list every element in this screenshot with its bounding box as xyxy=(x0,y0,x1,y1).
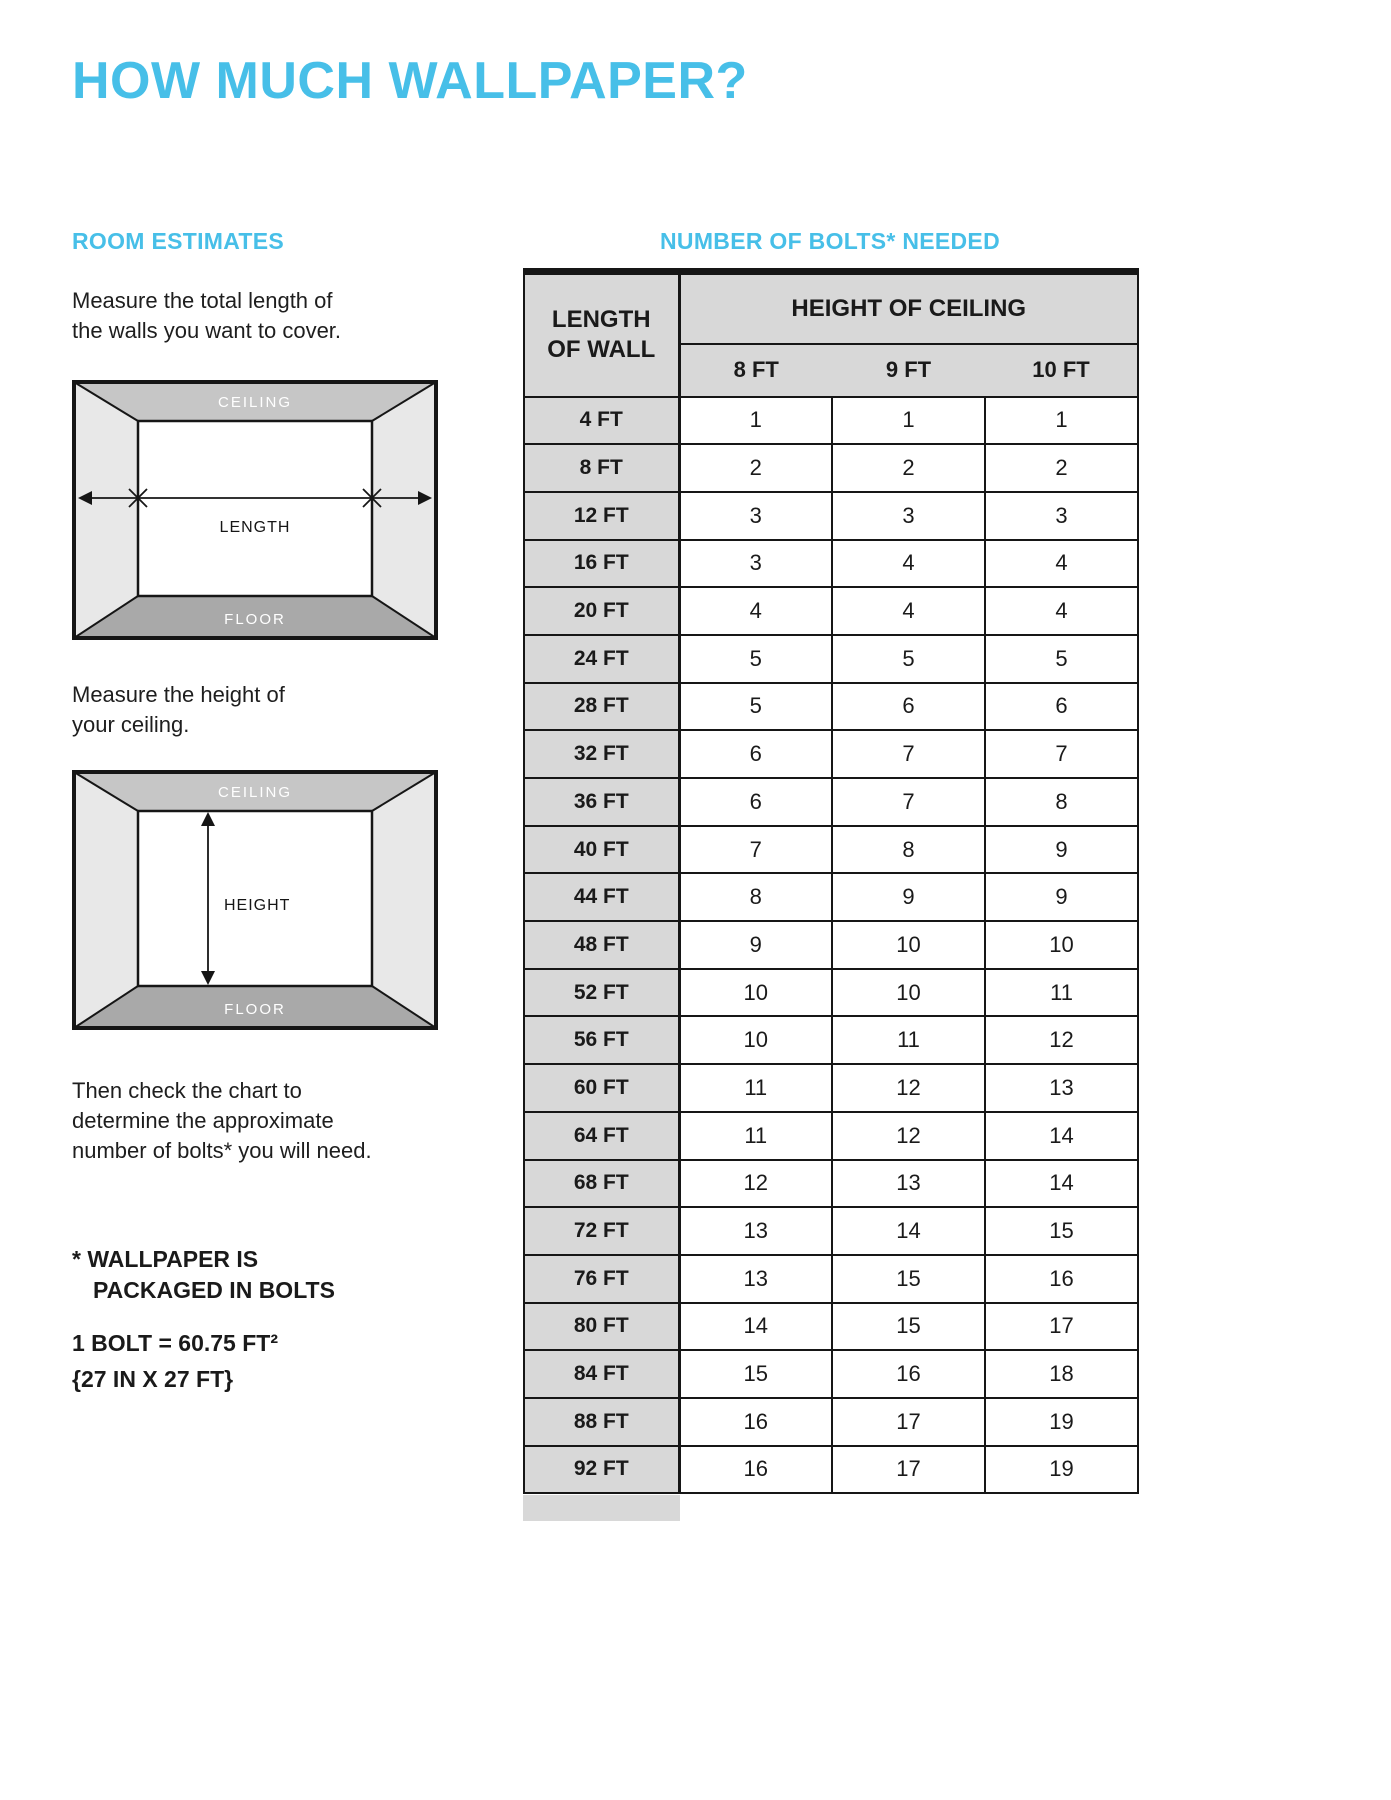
wall-length-cell: 68 FT xyxy=(524,1160,679,1208)
bolt-count-cell: 6 xyxy=(679,730,832,778)
table-row xyxy=(524,587,1138,635)
room-length-diagram xyxy=(72,380,438,640)
col-header-8ft: 8 FT xyxy=(679,344,832,397)
wall-length-cell: 52 FT xyxy=(524,969,679,1017)
bolt-count-cell: 1 xyxy=(985,397,1138,445)
bolt-count-cell: 10 xyxy=(679,1016,832,1064)
back-wall xyxy=(138,421,372,596)
bolt-count-cell: 6 xyxy=(679,778,832,826)
bolts-table xyxy=(523,268,1139,1494)
bolt-count-cell: 6 xyxy=(985,683,1138,731)
check-chart-instruction xyxy=(72,1076,372,1166)
bolt-dimensions: {27 IN X 27 FT} xyxy=(72,1366,234,1392)
bolts-table-body xyxy=(524,397,1138,1494)
floor-label: FLOOR xyxy=(224,1001,286,1018)
bolt-count-cell: 5 xyxy=(679,635,832,683)
wall-length-cell: 8 FT xyxy=(524,444,679,492)
bolt-count-cell: 11 xyxy=(679,1064,832,1112)
instruction-line: the walls you want to cover. xyxy=(72,318,342,343)
table-row xyxy=(524,1446,1138,1494)
page-title: HOW MUCH WALLPAPER? xyxy=(72,52,748,110)
bolt-count-cell: 8 xyxy=(832,826,985,874)
wall-length-cell: 48 FT xyxy=(524,921,679,969)
bolt-count-cell: 3 xyxy=(832,492,985,540)
wall-length-cell: 72 FT xyxy=(524,1207,679,1255)
col-header-9ft: 9 FT xyxy=(832,344,985,397)
instruction-line: number of bolts* you will need. xyxy=(72,1138,372,1163)
bolt-count-cell: 11 xyxy=(832,1016,985,1064)
wall-length-cell: 20 FT xyxy=(524,587,679,635)
bolt-count-cell: 1 xyxy=(832,397,985,445)
bolt-count-cell: 12 xyxy=(832,1112,985,1160)
wall-length-cell: 36 FT xyxy=(524,778,679,826)
table-row xyxy=(524,444,1138,492)
bolt-count-cell: 16 xyxy=(985,1255,1138,1303)
height-label: HEIGHT xyxy=(224,897,291,914)
bolt-count-cell: 11 xyxy=(679,1112,832,1160)
bolt-count-cell: 7 xyxy=(985,730,1138,778)
instruction-line: Then check the chart to xyxy=(72,1078,302,1103)
bolt-count-cell: 9 xyxy=(985,826,1138,874)
bolts-footnote xyxy=(72,1244,335,1306)
bolt-count-cell: 2 xyxy=(679,444,832,492)
bolt-count-cell: 10 xyxy=(832,969,985,1017)
table-row xyxy=(524,635,1138,683)
bolt-count-cell: 8 xyxy=(679,873,832,921)
bolt-count-cell: 9 xyxy=(679,921,832,969)
wall-length-cell: 24 FT xyxy=(524,635,679,683)
wall-length-cell: 40 FT xyxy=(524,826,679,874)
header-line: LENGTH xyxy=(551,306,651,334)
table-row xyxy=(524,730,1138,778)
wall-length-cell: 44 FT xyxy=(524,873,679,921)
ceiling-label: CEILING xyxy=(217,784,293,801)
wall-length-cell: 4 FT xyxy=(524,397,679,445)
bolt-count-cell: 4 xyxy=(832,587,985,635)
header-line: OF WALL xyxy=(547,336,656,364)
instruction-line: your ceiling. xyxy=(72,712,190,737)
table-row xyxy=(524,1112,1138,1160)
bolt-count-cell: 3 xyxy=(679,540,832,588)
bolt-count-cell: 9 xyxy=(832,873,985,921)
footnote-line: PACKAGED IN BOLTS xyxy=(93,1277,335,1303)
bolt-count-cell: 13 xyxy=(679,1255,832,1303)
instruction-line: Measure the height of xyxy=(72,682,285,707)
bolt-count-cell: 7 xyxy=(832,730,985,778)
room-estimates-section xyxy=(72,228,440,1448)
table-row xyxy=(524,1016,1138,1064)
bolt-count-cell: 9 xyxy=(985,873,1138,921)
room-estimates-heading: ROOM ESTIMATES xyxy=(72,228,285,254)
bolt-count-cell: 10 xyxy=(832,921,985,969)
table-row xyxy=(524,540,1138,588)
bolt-count-cell: 12 xyxy=(985,1016,1138,1064)
instruction-line: determine the approximate xyxy=(72,1108,334,1133)
wall-length-cell: 32 FT xyxy=(524,730,679,778)
instruction-line: Measure the total length of xyxy=(72,288,333,313)
bolt-count-cell: 4 xyxy=(679,587,832,635)
bolt-count-cell: 19 xyxy=(985,1398,1138,1446)
table-row xyxy=(524,873,1138,921)
wall-length-cell: 16 FT xyxy=(524,540,679,588)
bolt-count-cell: 6 xyxy=(832,683,985,731)
bolt-count-cell: 11 xyxy=(985,969,1138,1017)
bolt-count-cell: 15 xyxy=(679,1350,832,1398)
bolt-count-cell: 16 xyxy=(832,1350,985,1398)
table-row xyxy=(524,397,1138,445)
table-row xyxy=(524,921,1138,969)
bolt-count-cell: 7 xyxy=(679,826,832,874)
table-row xyxy=(524,683,1138,731)
length-label: LENGTH xyxy=(219,519,291,536)
bolt-count-cell: 7 xyxy=(832,778,985,826)
table-row xyxy=(524,492,1138,540)
table-row xyxy=(524,969,1138,1017)
bolt-count-cell: 2 xyxy=(985,444,1138,492)
bolt-count-cell: 15 xyxy=(832,1303,985,1351)
bolt-count-cell: 3 xyxy=(985,492,1138,540)
bolt-count-cell: 16 xyxy=(679,1398,832,1446)
table-gray-stub xyxy=(523,1495,680,1521)
bolt-count-cell: 16 xyxy=(679,1446,832,1494)
table-row xyxy=(524,1303,1138,1351)
table-row xyxy=(524,1064,1138,1112)
bolts-table-heading: NUMBER OF BOLTS* NEEDED xyxy=(660,228,1000,254)
wall-length-cell: 64 FT xyxy=(524,1112,679,1160)
wall-length-cell: 76 FT xyxy=(524,1255,679,1303)
measure-height-instruction xyxy=(72,680,285,740)
bolt-count-cell: 12 xyxy=(679,1160,832,1208)
bolt-count-cell: 14 xyxy=(679,1303,832,1351)
bolt-count-cell: 15 xyxy=(832,1255,985,1303)
table-row xyxy=(524,1160,1138,1208)
bolt-count-cell: 8 xyxy=(985,778,1138,826)
bolt-count-cell: 2 xyxy=(832,444,985,492)
measure-length-instruction xyxy=(72,286,341,346)
bolt-count-cell: 5 xyxy=(985,635,1138,683)
table-row xyxy=(524,778,1138,826)
ceiling-height-diagram-svg xyxy=(72,770,438,1030)
bolt-count-cell: 13 xyxy=(679,1207,832,1255)
bolt-count-cell: 15 xyxy=(985,1207,1138,1255)
bolts-table-head xyxy=(524,272,1138,397)
wall-length-cell: 56 FT xyxy=(524,1016,679,1064)
table-row xyxy=(524,1398,1138,1446)
floor-label: FLOOR xyxy=(224,611,286,628)
bolt-count-cell: 13 xyxy=(985,1064,1138,1112)
length-of-wall-header xyxy=(524,272,679,397)
table-row xyxy=(524,1350,1138,1398)
bolt-count-cell: 12 xyxy=(832,1064,985,1112)
bolt-count-cell: 10 xyxy=(679,969,832,1017)
bolt-count-cell: 19 xyxy=(985,1446,1138,1494)
table-row xyxy=(524,1255,1138,1303)
wall-length-cell: 28 FT xyxy=(524,683,679,731)
left-wall-panel xyxy=(74,382,138,638)
bolt-count-cell: 4 xyxy=(985,540,1138,588)
room-length-diagram-svg xyxy=(72,380,438,640)
footnote-line: * WALLPAPER IS xyxy=(72,1246,259,1272)
bolt-count-cell: 10 xyxy=(985,921,1138,969)
wall-length-cell: 60 FT xyxy=(524,1064,679,1112)
bolt-count-cell: 17 xyxy=(832,1446,985,1494)
bolt-equation: 1 BOLT = 60.75 FT² xyxy=(72,1330,278,1356)
ceiling-label: CEILING xyxy=(217,394,293,411)
wall-length-cell: 12 FT xyxy=(524,492,679,540)
ceiling-height-diagram xyxy=(72,770,438,1030)
table-row xyxy=(524,826,1138,874)
wall-length-cell: 88 FT xyxy=(524,1398,679,1446)
bolt-count-cell: 14 xyxy=(832,1207,985,1255)
bolt-count-cell: 17 xyxy=(832,1398,985,1446)
right-wall-panel xyxy=(372,382,436,638)
left-wall-panel xyxy=(74,772,138,1028)
wall-length-cell: 92 FT xyxy=(524,1446,679,1494)
bolt-count-cell: 14 xyxy=(985,1160,1138,1208)
wall-length-cell: 80 FT xyxy=(524,1303,679,1351)
bolt-count-cell: 3 xyxy=(679,492,832,540)
table-header-row xyxy=(524,272,1138,344)
bolt-count-cell: 4 xyxy=(832,540,985,588)
col-header-10ft: 10 FT xyxy=(985,344,1138,397)
height-of-ceiling-header: HEIGHT OF CEILING xyxy=(679,272,1138,344)
table-row xyxy=(524,1207,1138,1255)
bolt-count-cell: 14 xyxy=(985,1112,1138,1160)
bolt-count-cell: 17 xyxy=(985,1303,1138,1351)
right-wall-panel xyxy=(372,772,436,1028)
bolt-count-cell: 18 xyxy=(985,1350,1138,1398)
bolt-count-cell: 5 xyxy=(832,635,985,683)
wall-length-cell: 84 FT xyxy=(524,1350,679,1398)
bolt-count-cell: 5 xyxy=(679,683,832,731)
bolt-count-cell: 13 xyxy=(832,1160,985,1208)
bolt-count-cell: 1 xyxy=(679,397,832,445)
bolt-count-cell: 4 xyxy=(985,587,1138,635)
